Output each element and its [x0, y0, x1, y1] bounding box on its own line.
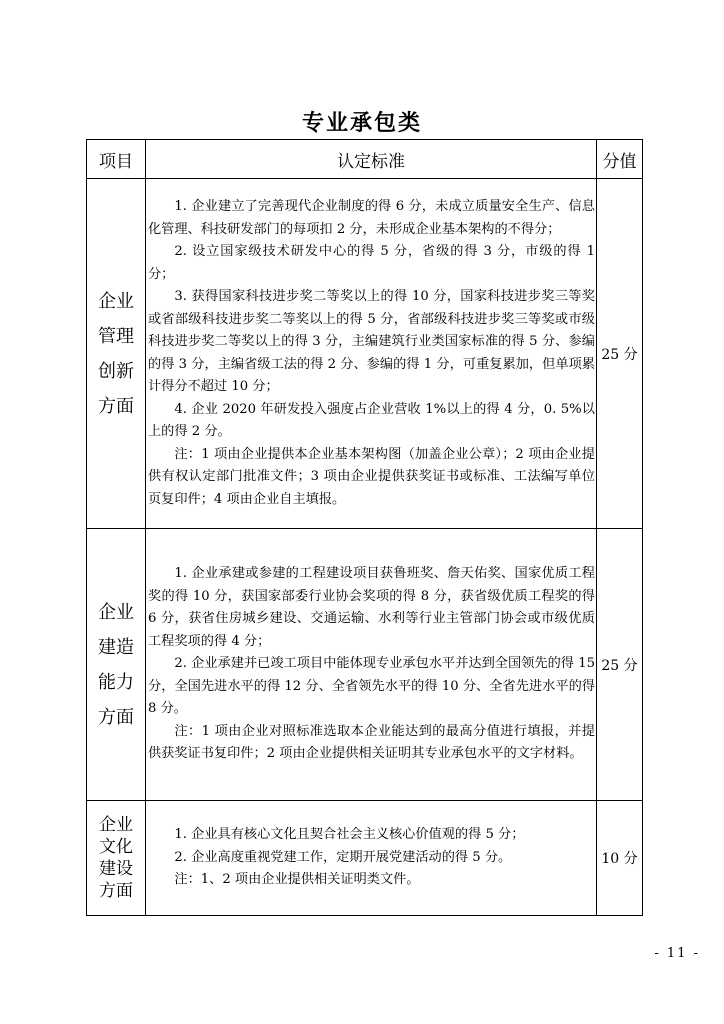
- table-row: [87, 529, 643, 801]
- item-label-line: 企业: [98, 290, 134, 312]
- row-criteria: [146, 801, 597, 916]
- criteria-paragraph: 2. 设立国家级技术研发中心的得 5 分，省级的得 3 分，市级的得 1 分；: [148, 244, 595, 282]
- criteria-paragraph: 2. 企业承建并已竣工项目中能体现专业承包水平并达到全国领先的得 15 分，全国先进水平的得 12 分、全省领先水平的得 10 分、全省先进水平的得 8 分。: [148, 656, 595, 717]
- criteria-paragraph: 1. 企业承建或参建的工程建设项目获鲁班奖、詹天佑奖、国家优质工程奖的得 10 分，获国家部委行业协会奖项的得 8 分，获省级优质工程奖的得 6 分，获省住房城乡建设、交通运输、水利等行业主管部门协会或市级优质工程奖项的得 4 分；: [148, 566, 595, 649]
- header-score: 分值: [597, 140, 643, 179]
- criteria-paragraph: 1. 企业具有核心文化且契合社会主义核心价值观的得 5 分；: [174, 827, 525, 843]
- table-row: [87, 179, 643, 529]
- header-item: 项目: [87, 140, 146, 179]
- criteria-paragraph: 2. 企业高度重视党建工作，定期开展党建活动的得 5 分。: [174, 849, 512, 865]
- item-label-line: 文化: [99, 837, 133, 857]
- item-label-line: 建设: [99, 859, 133, 879]
- row-criteria: [146, 179, 597, 529]
- page-number: - 11 -: [654, 946, 700, 961]
- row-score: 10 分: [597, 801, 643, 916]
- table-header-row: [87, 140, 643, 179]
- criteria-paragraph: 3. 获得国家科技进步奖二等奖以上的得 10 分，国家科技进步奖三等奖或省部级科技进步奖二等奖以上的得 5 分，省部级科技进步奖三等奖或市级科技进步奖二等奖以上的得 3 分，主编建筑行业类国家标准的得 5 分、参编的得 3 分，主编省级工法的得 2 分、参编的得 1 分，可重复累加，但单项累计得分不超过 10 分；: [148, 289, 595, 394]
- table-row: [87, 801, 643, 916]
- item-label-line: 创新: [98, 360, 134, 382]
- row-item: [87, 801, 146, 916]
- row-score: 25 分: [597, 179, 643, 529]
- header-criteria: 认定标准: [146, 140, 597, 179]
- criteria-paragraph: 4. 企业 2020 年研发投入强度占企业营收 1%以上的得 4 分，0. 5%以上的得 2 分。: [148, 401, 595, 439]
- row-criteria: [146, 529, 597, 801]
- page-title: 专业承包类: [301, 110, 422, 136]
- criteria-paragraph: 注：1 项由企业提供本企业基本架构图（加盖企业公章）；2 项由企业提供有权认定部门批准文件；3 项由企业提供获奖证书或标准、工法编写单位页复印件；4 项由企业自主填报。: [148, 446, 595, 507]
- item-label-line: 方面: [98, 706, 134, 728]
- item-label-line: 企业: [99, 815, 133, 835]
- item-label-line: 方面: [99, 881, 133, 901]
- item-label-line: 建造: [98, 636, 134, 658]
- item-label-line: 企业: [98, 601, 134, 623]
- row-item: [87, 179, 146, 529]
- row-score: 25 分: [597, 529, 643, 801]
- item-label-line: 方面: [98, 395, 134, 417]
- item-label-line: 管理: [98, 325, 134, 347]
- criteria-table: [86, 139, 643, 916]
- criteria-paragraph: 注：1 项由企业对照标准选取本企业能达到的最高分值进行填报，并提供获奖证书复印件；2 项由企业提供相关证明其专业承包水平的文字材料。: [148, 723, 595, 762]
- row-item: [87, 529, 146, 801]
- criteria-paragraph: 注：1、2 项由企业提供相关证明类文件。: [174, 872, 420, 888]
- criteria-paragraph: 1. 企业建立了完善现代企业制度的得 6 分，未成立质量安全生产、信息化管理、科技研发部门的每项扣 2 分，未形成企业基本架构的不得分；: [148, 199, 595, 237]
- item-label-line: 能力: [98, 671, 134, 693]
